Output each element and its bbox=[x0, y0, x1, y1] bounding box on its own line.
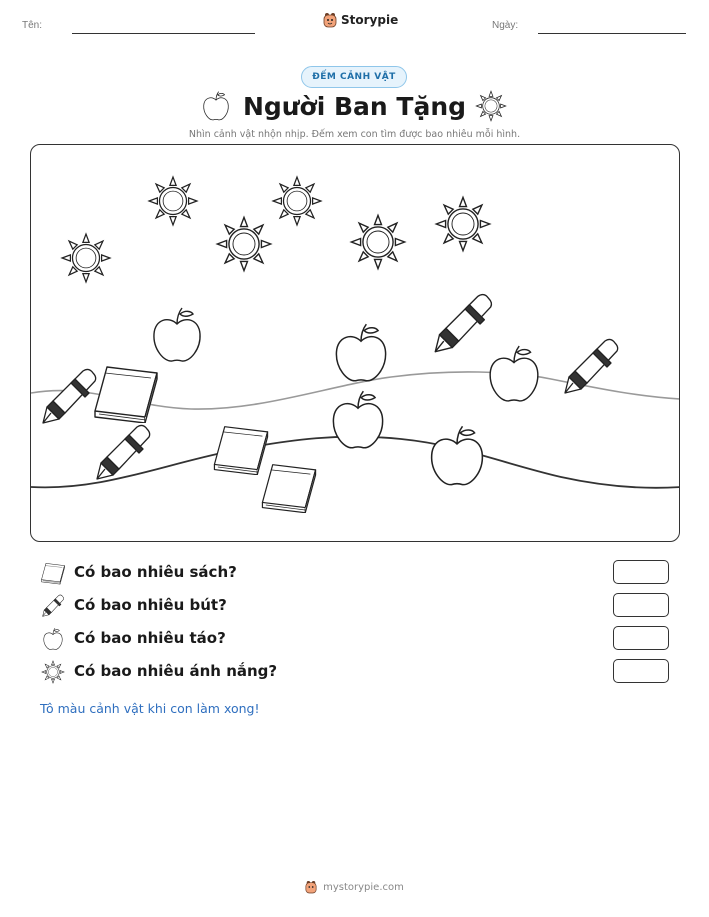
answer-box-sunshine[interactable] bbox=[613, 659, 669, 683]
question-books bbox=[40, 560, 670, 586]
question-text: Có bao nhiêu ánh nắng? bbox=[74, 662, 278, 680]
category-badge: ĐẾM CẢNH VẬT bbox=[301, 66, 407, 88]
question-apples bbox=[40, 626, 670, 652]
scene-illustration bbox=[31, 145, 680, 542]
pen-4 bbox=[97, 425, 150, 479]
question-pens bbox=[40, 593, 670, 619]
question-text: Có bao nhiêu táo? bbox=[74, 629, 226, 647]
footer bbox=[0, 880, 709, 894]
book-3 bbox=[262, 465, 315, 513]
apple-3 bbox=[490, 346, 538, 401]
pen-icon bbox=[40, 594, 66, 618]
sun-3 bbox=[217, 217, 270, 270]
question-text: Có bao nhiêu bút? bbox=[74, 596, 227, 614]
sun-1 bbox=[62, 234, 110, 282]
apple-4 bbox=[333, 391, 382, 448]
answer-box-books[interactable] bbox=[613, 560, 669, 584]
mascot-icon bbox=[323, 12, 337, 28]
footer-url[interactable]: mystorypie.com bbox=[323, 881, 404, 893]
page-title: Người Ban Tặng bbox=[242, 92, 467, 121]
pen-3 bbox=[43, 369, 96, 423]
sun-5 bbox=[351, 215, 404, 268]
sun-2 bbox=[149, 177, 197, 225]
sun-6 bbox=[436, 197, 489, 250]
answer-box-apples[interactable] bbox=[613, 626, 669, 650]
sun-4 bbox=[273, 177, 321, 225]
question-text: Có bao nhiêu sách? bbox=[74, 563, 237, 581]
sun-icon bbox=[40, 660, 66, 684]
apple-icon bbox=[40, 627, 66, 651]
book-icon bbox=[40, 561, 66, 585]
counting-scene bbox=[30, 144, 680, 542]
apple-1 bbox=[154, 308, 200, 361]
pen-1 bbox=[435, 295, 491, 352]
date-line[interactable] bbox=[538, 33, 686, 34]
question-sunshine bbox=[40, 659, 670, 685]
brand-name: Storypie bbox=[341, 13, 399, 27]
mascot-icon bbox=[305, 880, 317, 894]
book-2 bbox=[214, 427, 267, 475]
apple-2 bbox=[336, 324, 385, 381]
coloring-note: Tô màu cảnh vật khi con làm xong! bbox=[40, 701, 260, 716]
name-label: Tên: bbox=[22, 20, 43, 31]
instructions: Nhìn cảnh vật nhộn nhịp. Đếm xem con tìm được bao nhiêu mỗi hình. bbox=[188, 129, 521, 140]
apple-5 bbox=[432, 426, 483, 484]
pen-2 bbox=[565, 339, 618, 393]
brand-logo bbox=[323, 12, 398, 28]
date-label: Ngày: bbox=[492, 20, 519, 31]
book-1 bbox=[95, 367, 157, 423]
name-line[interactable] bbox=[72, 33, 255, 34]
answer-box-pens[interactable] bbox=[613, 593, 669, 617]
title-sun-icon bbox=[475, 90, 507, 122]
